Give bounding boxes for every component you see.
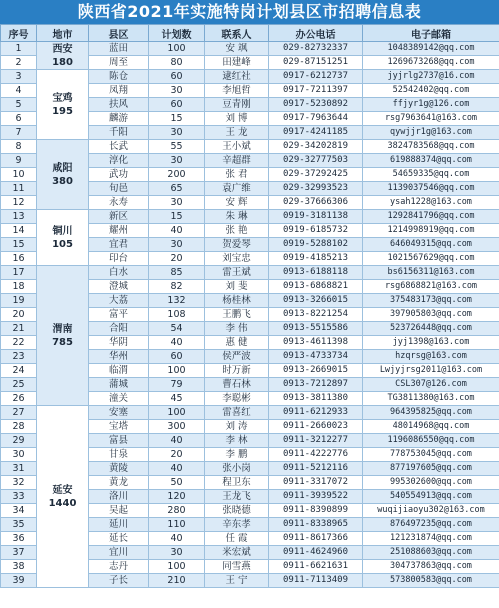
county-name: 华州 — [89, 350, 149, 364]
county-name: 武功 — [89, 168, 149, 182]
county-name: 临渭 — [89, 364, 149, 378]
county-name: 澄城 — [89, 280, 149, 294]
email-address: jyj1398@163.com — [363, 336, 499, 350]
county-name: 延川 — [89, 518, 149, 532]
row-number: 2 — [1, 56, 37, 70]
office-phone: 0913-5515586 — [269, 322, 363, 336]
office-phone: 0919-4185213 — [269, 252, 363, 266]
contact-person: 王鹏飞 — [205, 308, 269, 322]
office-phone: 0911-6212933 — [269, 406, 363, 420]
county-name: 宝塔 — [89, 420, 149, 434]
county-name: 富县 — [89, 434, 149, 448]
county-name: 富平 — [89, 308, 149, 322]
office-phone: 0917-7211397 — [269, 84, 363, 98]
county-name: 子长 — [89, 574, 149, 588]
contact-person: 侯严波 — [205, 350, 269, 364]
contact-person: 豆青刚 — [205, 98, 269, 112]
table-row — [1, 210, 499, 224]
county-name: 白水 — [89, 266, 149, 280]
plan-count: 20 — [149, 252, 205, 266]
row-number: 15 — [1, 238, 37, 252]
row-number: 29 — [1, 434, 37, 448]
plan-count: 80 — [149, 56, 205, 70]
office-phone: 0911-3939522 — [269, 490, 363, 504]
city-name: 宝鸡 — [52, 92, 73, 104]
plan-count: 30 — [149, 84, 205, 98]
county-name: 周至 — [89, 56, 149, 70]
email-address: wuqijiaoyu302@163.com — [363, 504, 499, 518]
plan-count: 50 — [149, 476, 205, 490]
row-number: 32 — [1, 476, 37, 490]
row-number: 36 — [1, 532, 37, 546]
email-address: Lwjyjrsg2011@163.com — [363, 364, 499, 378]
plan-count: 55 — [149, 140, 205, 154]
office-phone: 0919-5288102 — [269, 238, 363, 252]
row-number: 33 — [1, 490, 37, 504]
plan-count: 40 — [149, 224, 205, 238]
county-name: 宜川 — [89, 546, 149, 560]
contact-person: 程卫东 — [205, 476, 269, 490]
email-address: 778753045@qq.com — [363, 448, 499, 462]
county-name: 印台 — [89, 252, 149, 266]
contact-person: 张小岗 — [205, 462, 269, 476]
plan-count: 82 — [149, 280, 205, 294]
row-number: 25 — [1, 378, 37, 392]
plan-count: 100 — [149, 560, 205, 574]
email-address: rsg7963641@163.com — [363, 112, 499, 126]
city-name: 铜川 — [52, 225, 73, 237]
contact-person: 李 伟 — [205, 322, 269, 336]
contact-person: 米宏斌 — [205, 546, 269, 560]
office-phone: 0911-8617366 — [269, 532, 363, 546]
header-city: 地市 — [37, 25, 89, 42]
plan-count: 40 — [149, 434, 205, 448]
contact-person: 杨桂林 — [205, 294, 269, 308]
office-phone: 0911-4624960 — [269, 546, 363, 560]
contact-person: 同雪燕 — [205, 560, 269, 574]
row-number: 7 — [1, 126, 37, 140]
header-no: 序号 — [1, 25, 37, 42]
row-number: 24 — [1, 364, 37, 378]
row-number: 11 — [1, 182, 37, 196]
office-phone: 029-37292425 — [269, 168, 363, 182]
plan-count: 65 — [149, 182, 205, 196]
office-phone: 0913-4733734 — [269, 350, 363, 364]
sheet-title: 陕西省2021年实施特岗计划县区市招聘信息表 — [0, 0, 499, 24]
contact-person: 任 霞 — [205, 532, 269, 546]
row-number: 8 — [1, 140, 37, 154]
contact-person: 李聪彬 — [205, 392, 269, 406]
city-count: 1440 — [48, 497, 77, 509]
county-name: 淳化 — [89, 154, 149, 168]
office-phone: 0913-2669015 — [269, 364, 363, 378]
plan-count: 15 — [149, 210, 205, 224]
plan-count: 60 — [149, 350, 205, 364]
plan-count: 30 — [149, 546, 205, 560]
email-address: 397905803@qq.com — [363, 308, 499, 322]
county-name: 永寿 — [89, 196, 149, 210]
table-row — [1, 42, 499, 56]
office-phone: 0917-4241185 — [269, 126, 363, 140]
city-name: 渭南 — [52, 323, 73, 335]
row-number: 39 — [1, 574, 37, 588]
header-plan: 计划数 — [149, 25, 205, 42]
city-name: 西安 — [52, 43, 73, 55]
header-contact: 联系人 — [205, 25, 269, 42]
table-row — [1, 266, 499, 280]
office-phone: 0911-7113409 — [269, 574, 363, 588]
email-address: TG3811380@163.com — [363, 392, 499, 406]
email-address: 1139037546@qq.com — [363, 182, 499, 196]
recruitment-table — [0, 24, 499, 588]
plan-count: 210 — [149, 574, 205, 588]
row-number: 12 — [1, 196, 37, 210]
office-phone: 0911-3317072 — [269, 476, 363, 490]
contact-person: 辛东孝 — [205, 518, 269, 532]
contact-person: 张晓德 — [205, 504, 269, 518]
header-row — [1, 25, 499, 42]
email-address: 251088603@qq.com — [363, 546, 499, 560]
county-name: 宜君 — [89, 238, 149, 252]
county-name: 新区 — [89, 210, 149, 224]
email-address: bs6156311@163.com — [363, 266, 499, 280]
email-address: 375483173@qq.com — [363, 294, 499, 308]
plan-count: 30 — [149, 126, 205, 140]
county-name: 黄龙 — [89, 476, 149, 490]
contact-person: 王小斌 — [205, 140, 269, 154]
row-number: 16 — [1, 252, 37, 266]
plan-count: 100 — [149, 406, 205, 420]
city-cell — [37, 42, 89, 70]
plan-count: 40 — [149, 532, 205, 546]
header-email: 电子邮箱 — [363, 25, 499, 42]
contact-person: 袁广维 — [205, 182, 269, 196]
email-address: qywjjr1g@163.com — [363, 126, 499, 140]
office-phone: 0913-6188118 — [269, 266, 363, 280]
county-name: 蓝田 — [89, 42, 149, 56]
row-number: 28 — [1, 420, 37, 434]
table-row — [1, 140, 499, 154]
contact-person: 安 飒 — [205, 42, 269, 56]
city-count: 380 — [52, 175, 73, 187]
email-address: ysah1228@163.com — [363, 196, 499, 210]
office-phone: 029-34202819 — [269, 140, 363, 154]
email-address: 573800583@qq.com — [363, 574, 499, 588]
office-phone: 0913-7212897 — [269, 378, 363, 392]
city-count: 180 — [52, 56, 73, 68]
office-phone: 029-82732337 — [269, 42, 363, 56]
contact-person: 辛超群 — [205, 154, 269, 168]
row-number: 10 — [1, 168, 37, 182]
county-name: 大荔 — [89, 294, 149, 308]
email-address: 523726448@qq.com — [363, 322, 499, 336]
plan-count: 300 — [149, 420, 205, 434]
email-address: 1269673268@qq.com — [363, 56, 499, 70]
email-address: CSL307@126.com — [363, 378, 499, 392]
city-cell — [37, 266, 89, 406]
row-number: 38 — [1, 560, 37, 574]
row-number: 5 — [1, 98, 37, 112]
contact-person: 惠 健 — [205, 336, 269, 350]
row-number: 26 — [1, 392, 37, 406]
contact-person: 王龙飞 — [205, 490, 269, 504]
city-count: 105 — [52, 238, 73, 250]
contact-person: 刘宝忠 — [205, 252, 269, 266]
office-phone: 029-32993523 — [269, 182, 363, 196]
email-address: 52542402@qq.com — [363, 84, 499, 98]
plan-count: 100 — [149, 364, 205, 378]
contact-person: 曹石林 — [205, 378, 269, 392]
county-name: 陈仓 — [89, 70, 149, 84]
county-name: 安塞 — [89, 406, 149, 420]
email-address: 964395825@qq.com — [363, 406, 499, 420]
row-number: 6 — [1, 112, 37, 126]
county-name: 扶风 — [89, 98, 149, 112]
plan-count: 20 — [149, 448, 205, 462]
plan-count: 30 — [149, 196, 205, 210]
row-number: 17 — [1, 266, 37, 280]
contact-person: 逮红社 — [205, 70, 269, 84]
contact-person: 李 鹏 — [205, 448, 269, 462]
email-address: 48014968@qq.com — [363, 420, 499, 434]
office-phone: 0913-4611398 — [269, 336, 363, 350]
email-address: ffjyr1g@126.com — [363, 98, 499, 112]
office-phone: 0911-3212277 — [269, 434, 363, 448]
city-cell — [37, 140, 89, 210]
row-number: 30 — [1, 448, 37, 462]
city-name: 咸阳 — [52, 162, 73, 174]
email-address: jyjrlg2737@16.com — [363, 70, 499, 84]
office-phone: 0911-4222776 — [269, 448, 363, 462]
county-name: 华阴 — [89, 336, 149, 350]
contact-person: 张 艳 — [205, 224, 269, 238]
row-number: 34 — [1, 504, 37, 518]
table-body — [1, 42, 499, 588]
county-name: 潼关 — [89, 392, 149, 406]
email-address: 876497235@qq.com — [363, 518, 499, 532]
table-row — [1, 70, 499, 84]
office-phone: 029-37666306 — [269, 196, 363, 210]
county-name: 甘泉 — [89, 448, 149, 462]
office-phone: 0913-8221254 — [269, 308, 363, 322]
plan-count: 40 — [149, 462, 205, 476]
row-number: 4 — [1, 84, 37, 98]
plan-count: 40 — [149, 336, 205, 350]
email-address: 995302600@qq.com — [363, 476, 499, 490]
plan-count: 85 — [149, 266, 205, 280]
row-number: 20 — [1, 308, 37, 322]
row-number: 19 — [1, 294, 37, 308]
county-name: 合阳 — [89, 322, 149, 336]
plan-count: 200 — [149, 168, 205, 182]
county-name: 吴起 — [89, 504, 149, 518]
plan-count: 15 — [149, 112, 205, 126]
row-number: 22 — [1, 336, 37, 350]
county-name: 耀州 — [89, 224, 149, 238]
email-address: 877197605@qq.com — [363, 462, 499, 476]
city-count: 785 — [52, 336, 73, 348]
contact-person: 刘 斐 — [205, 280, 269, 294]
email-address: 1292841796@qq.com — [363, 210, 499, 224]
office-phone: 0911-2660023 — [269, 420, 363, 434]
contact-person: 田建峰 — [205, 56, 269, 70]
contact-person: 王 宁 — [205, 574, 269, 588]
county-name: 黄陵 — [89, 462, 149, 476]
row-number: 13 — [1, 210, 37, 224]
plan-count: 120 — [149, 490, 205, 504]
plan-count: 60 — [149, 70, 205, 84]
city-cell — [37, 70, 89, 140]
contact-person: 张 君 — [205, 168, 269, 182]
city-count: 195 — [52, 105, 73, 117]
plan-count: 45 — [149, 392, 205, 406]
email-address: rsg6868821@163.com — [363, 280, 499, 294]
email-address: 619888374@qq.com — [363, 154, 499, 168]
email-address: 1021567629@qq.com — [363, 252, 499, 266]
plan-count: 30 — [149, 154, 205, 168]
county-name: 麟游 — [89, 112, 149, 126]
office-phone: 0913-6868821 — [269, 280, 363, 294]
table-row — [1, 406, 499, 420]
contact-person: 雷王斌 — [205, 266, 269, 280]
plan-count: 79 — [149, 378, 205, 392]
contact-person: 王 龙 — [205, 126, 269, 140]
email-address: 540554913@qq.com — [363, 490, 499, 504]
contact-person: 贺爱琴 — [205, 238, 269, 252]
office-phone: 029-87151251 — [269, 56, 363, 70]
header-county: 县区 — [89, 25, 149, 42]
contact-person: 李旭哲 — [205, 84, 269, 98]
contact-person: 朱 琳 — [205, 210, 269, 224]
county-name: 洛川 — [89, 490, 149, 504]
email-address: 1196086550@qq.com — [363, 434, 499, 448]
contact-person: 刘 博 — [205, 112, 269, 126]
row-number: 18 — [1, 280, 37, 294]
contact-person: 时万新 — [205, 364, 269, 378]
contact-person: 李 林 — [205, 434, 269, 448]
row-number: 21 — [1, 322, 37, 336]
email-address: 646049315@qq.com — [363, 238, 499, 252]
email-address: 1214998919@qq.com — [363, 224, 499, 238]
county-name: 旬邑 — [89, 182, 149, 196]
office-phone: 0919-6185732 — [269, 224, 363, 238]
email-address: hzqrsg@163.com — [363, 350, 499, 364]
contact-person: 刘 涛 — [205, 420, 269, 434]
row-number: 31 — [1, 462, 37, 476]
email-address: 304737863@qq.com — [363, 560, 499, 574]
county-name: 志丹 — [89, 560, 149, 574]
email-address: 3824783568@qq.com — [363, 140, 499, 154]
row-number: 3 — [1, 70, 37, 84]
row-number: 37 — [1, 546, 37, 560]
plan-count: 108 — [149, 308, 205, 322]
row-number: 9 — [1, 154, 37, 168]
county-name: 延长 — [89, 532, 149, 546]
header-phone: 办公电话 — [269, 25, 363, 42]
office-phone: 0913-3266015 — [269, 294, 363, 308]
row-number: 1 — [1, 42, 37, 56]
office-phone: 0917-5230892 — [269, 98, 363, 112]
office-phone: 0919-3181138 — [269, 210, 363, 224]
row-number: 14 — [1, 224, 37, 238]
office-phone: 0917-7963644 — [269, 112, 363, 126]
city-cell — [37, 210, 89, 266]
contact-person: 安 辉 — [205, 196, 269, 210]
row-number: 35 — [1, 518, 37, 532]
plan-count: 110 — [149, 518, 205, 532]
plan-count: 132 — [149, 294, 205, 308]
city-cell — [37, 406, 89, 588]
plan-count: 30 — [149, 238, 205, 252]
plan-count: 60 — [149, 98, 205, 112]
office-phone: 0917-6212737 — [269, 70, 363, 84]
row-number: 27 — [1, 406, 37, 420]
county-name: 千阳 — [89, 126, 149, 140]
plan-count: 54 — [149, 322, 205, 336]
county-name: 蒲城 — [89, 378, 149, 392]
office-phone: 0911-8338965 — [269, 518, 363, 532]
email-address: 121231874@qq.com — [363, 532, 499, 546]
email-address: 1048389142@qq.com — [363, 42, 499, 56]
plan-count: 280 — [149, 504, 205, 518]
city-name: 延安 — [52, 484, 73, 496]
office-phone: 0911-8390899 — [269, 504, 363, 518]
county-name: 长武 — [89, 140, 149, 154]
office-phone: 0913-3811380 — [269, 392, 363, 406]
contact-person: 雷喜红 — [205, 406, 269, 420]
row-number: 23 — [1, 350, 37, 364]
county-name: 凤翔 — [89, 84, 149, 98]
office-phone: 0911-6621631 — [269, 560, 363, 574]
office-phone: 029-32777503 — [269, 154, 363, 168]
office-phone: 0911-5212116 — [269, 462, 363, 476]
email-address: 54659335@qq.com — [363, 168, 499, 182]
plan-count: 100 — [149, 42, 205, 56]
